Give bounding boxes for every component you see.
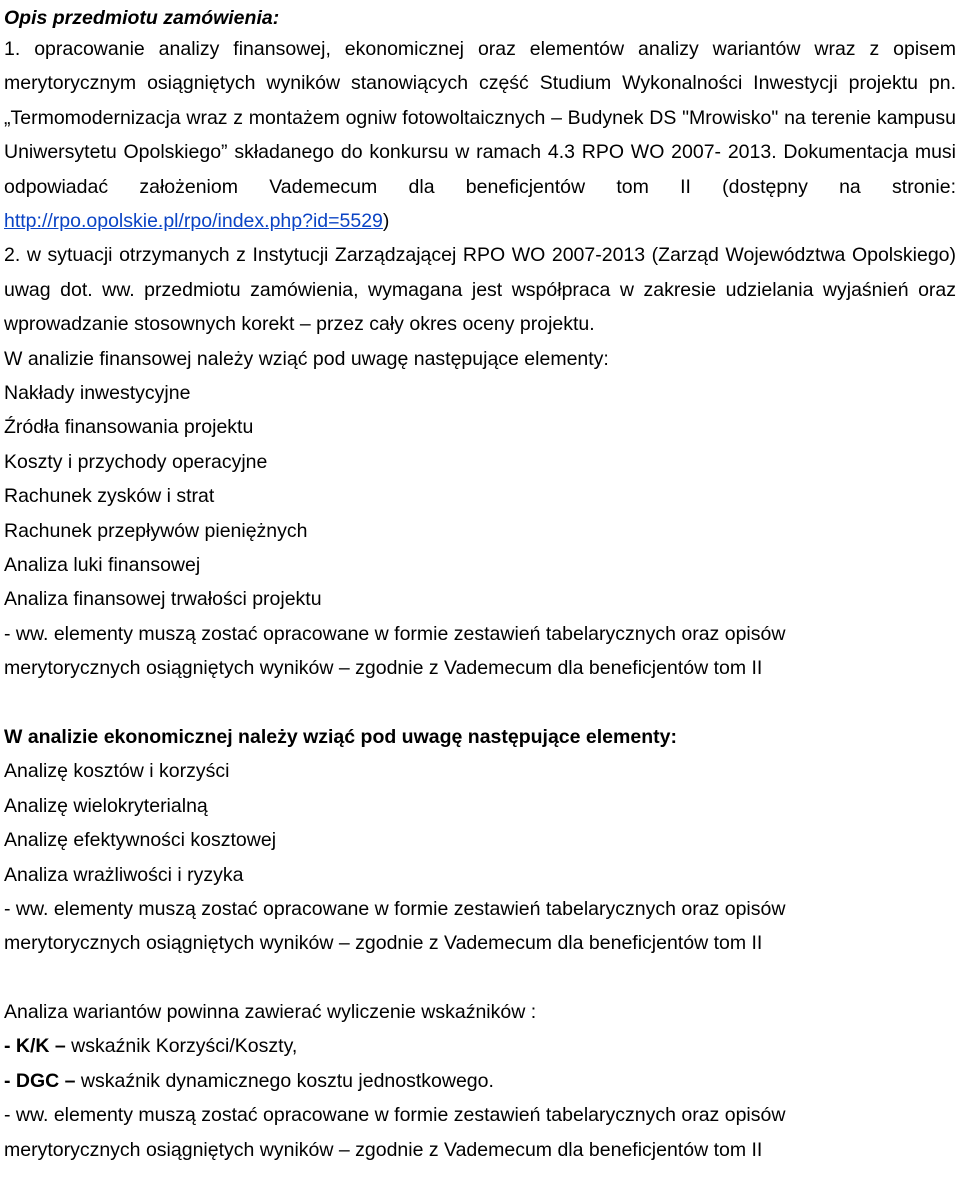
variants-dgc-item [4, 1064, 956, 1098]
point-1-closing: ) [382, 210, 390, 233]
financial-item: Nakłady inwestycyjne [4, 382, 191, 405]
financial-intro: W analizie finansowej należy wziąć pod uwagę następujące elementy: [4, 347, 609, 370]
economic-item: Analiza wrażliwości i ryzyka [4, 863, 244, 886]
rpo-link[interactable]: http://rpo.opolskie.pl/rpo/index.php?id=5529 [4, 210, 383, 233]
variants-kk-item [4, 1029, 956, 1063]
point-2-paragraph: 2. w sytuacji otrzymanych z Instytucji Zarządzającej RPO WO 2007-2013 (Zarząd Województwa Opolskiego) uwag dot. ww. przedmiotu zamówienia, wymagana jest współpraca w zakresie udzielania wyjaśnień oraz wprowadzanie stosownych korekt – przez cały okres oceny projektu. [4, 244, 956, 336]
financial-item: Źródła finansowania projektu [4, 416, 254, 439]
spacer [4, 686, 956, 720]
economic-note-line: - ww. elementy muszą zostać opracowane w formie zestawień tabelarycznych oraz opisów [4, 897, 786, 920]
kk-label: - K/K – [4, 1035, 66, 1058]
economic-item: Analizę wielokryterialną [4, 794, 208, 817]
variants-note-line: - ww. elementy muszą zostać opracowane w formie zestawień tabelarycznych oraz opisów [4, 1104, 786, 1127]
kk-text: wskaźnik Korzyści/Koszty, [65, 1035, 298, 1058]
point-1-paragraph [4, 32, 956, 238]
dgc-text: wskaźnik dynamicznego kosztu jednostkowego. [75, 1069, 494, 1092]
financial-item: Rachunek zysków i strat [4, 485, 215, 508]
financial-item: Analiza luki finansowej [4, 554, 201, 576]
spacer [4, 961, 956, 995]
economic-item: Analizę kosztów i korzyści [4, 760, 230, 783]
variants-intro: Analiza wariantów powinna zawierać wyliczenie wskaźników : [4, 1001, 537, 1024]
economic-intro: W analizie ekonomicznej należy wziąć pod uwagę następujące elementy: [4, 725, 677, 748]
dgc-label: - DGC – [4, 1069, 76, 1092]
financial-item: Analiza finansowej trwałości projektu [4, 588, 322, 611]
economic-note-line: merytorycznych osiągniętych wyników – zgodnie z Vademecum dla beneficjentów tom II [4, 932, 763, 955]
financial-item: Rachunek przepływów pieniężnych [4, 519, 308, 542]
financial-item: Koszty i przychody operacyjne [4, 450, 268, 473]
section-heading: Opis przedmiotu zamówienia: [4, 7, 280, 29]
variants-note-line: merytorycznych osiągniętych wyników – zgodnie z Vademecum dla beneficjentów tom II [4, 1138, 763, 1161]
financial-note-line: merytorycznych osiągniętych wyników – zgodnie z Vademecum dla beneficjentów tom II [4, 657, 763, 680]
point-1-text: 1. opracowanie analizy finansowej, ekonomicznej oraz elementów analizy wariantów wraz z opisem merytorycznym osiągniętych wyników stanowiących część Studium Wykonalności Inwestycji projektu pn. „Termomodernizacja wraz z montażem ogniw fotowoltaicznych – Budynek DS "Mrowisko" na terenie kampusu Uniwersytetu Opolskiego” składanego do konkursu w ramach 4.3 RPO WO 2007- 2013. Dokumentacja musi odpowiadać założeniom Vademecum dla beneficjentów tom II (dostępny na stronie: [4, 38, 956, 198]
financial-note-line: - ww. elementy muszą zostać opracowane w formie zestawień tabelarycznych oraz opisów [4, 622, 786, 645]
economic-item: Analizę efektywności kosztowej [4, 829, 277, 852]
